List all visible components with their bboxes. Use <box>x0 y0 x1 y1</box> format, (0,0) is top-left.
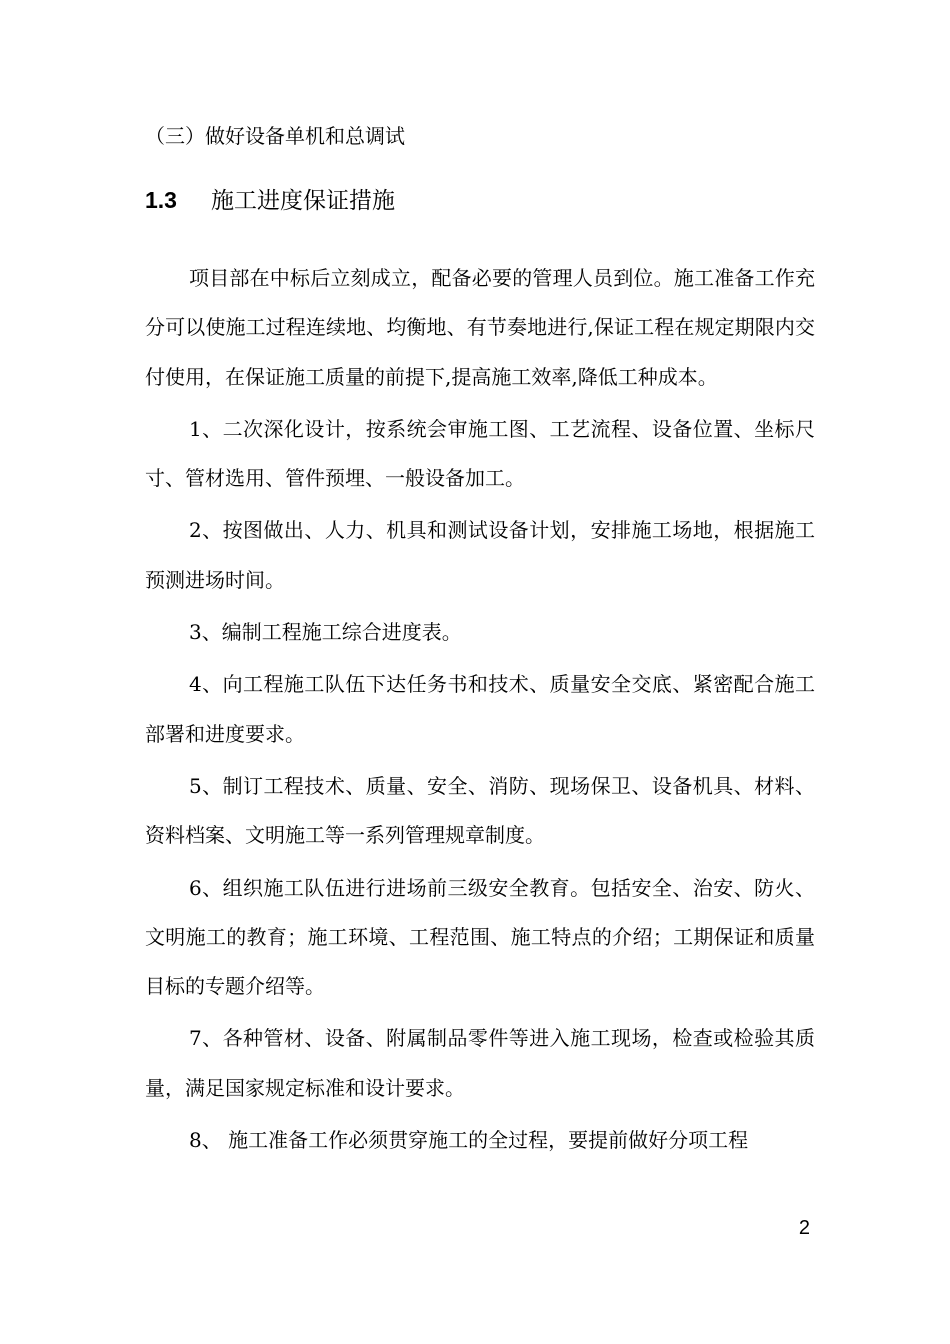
paragraph-item-1: 1、二次深化设计，按系统会审施工图、工艺流程、设备位置、坐标尺寸、管材选用、管件预埋、一般设备加工。 <box>145 416 815 491</box>
section-number: 1.3 <box>145 187 177 213</box>
section-heading <box>145 180 395 221</box>
paragraph-intro: 项目部在中标后立刻成立，配备必要的管理人员到位。施工准备工作充分可以使施工过程连续地、均衡地、有节奏地进行,保证工程在规定期限内交付使用，在保证施工质量的前提下,提高施工效率,降低工种成本。 <box>145 266 815 389</box>
section-title: 施工进度保证措施 <box>211 188 395 214</box>
paragraph-item-2: 2、按图做出、人力、机具和测试设备计划，安排施工场地，根据施工预测进场时间。 <box>145 518 815 592</box>
paragraph-item-8: 8、 施工准备工作必须贯穿施工的全过程，要提前做好分项工程 <box>189 1128 749 1153</box>
body-text <box>145 254 815 1168</box>
paragraph-item-3: 3、编制工程施工综合进度表。 <box>189 620 462 645</box>
paragraph-item-5: 5、制订工程技术、质量、安全、消防、现场保卫、设备机具、材料、资料档案、文明施工等一系列管理规章制度。 <box>145 773 815 848</box>
page-number: 2 <box>798 1217 810 1239</box>
paragraph-item-7: 7、各种管材、设备、附属制品零件等进入施工现场，检查或检验其质量，满足国家规定标准和设计要求。 <box>145 1026 815 1100</box>
paragraph-item-4: 4、向工程施工队伍下达任务书和技术、质量安全交底、紧密配合施工部署和进度要求。 <box>145 672 815 746</box>
subheading: （三）做好设备单机和总调试 <box>145 124 405 148</box>
paragraph-item-6: 6、组织施工队伍进行进场前三级安全教育。包括安全、治安、防火、文明施工的教育；施工环境、工程范围、施工特点的介绍；工期保证和质量目标的专题介绍等。 <box>145 875 815 999</box>
